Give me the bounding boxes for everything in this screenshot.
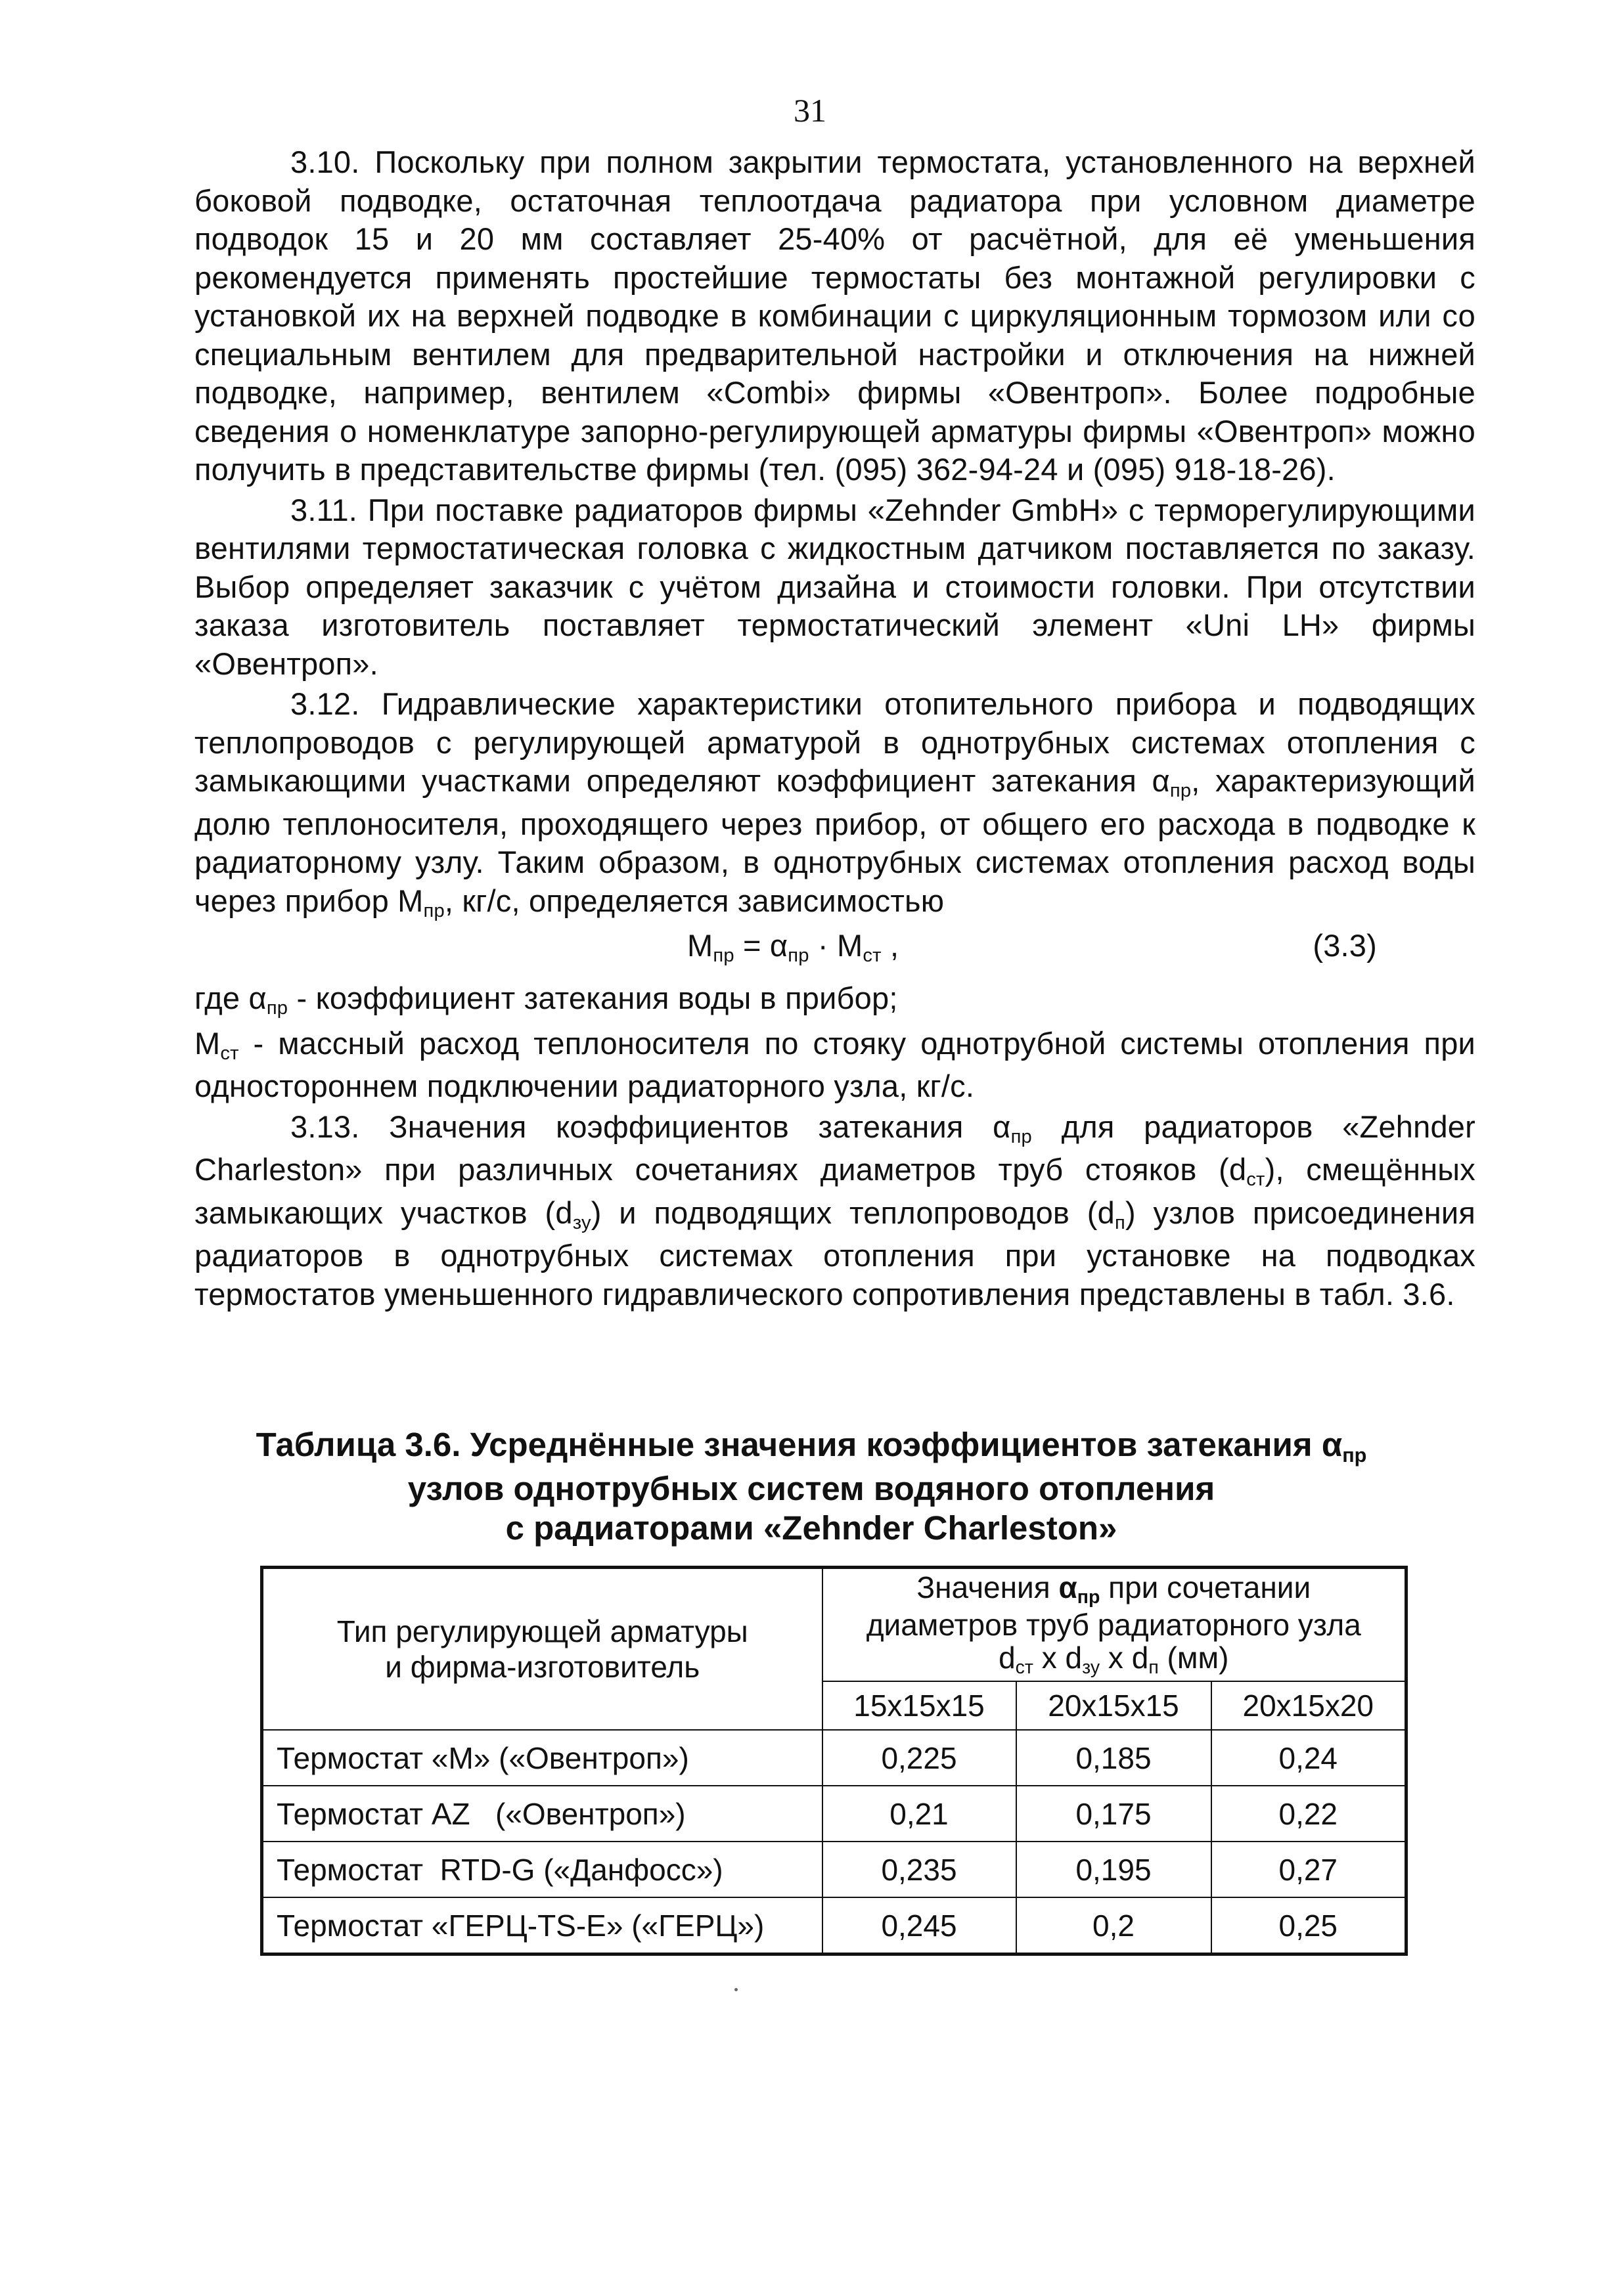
row-label: Термостат «М» («Овентроп»): [262, 1730, 822, 1786]
formula-number: (3.3): [1313, 928, 1377, 963]
header-regulator-type: Тип регулирующей арматуры и фирма-изготовитель: [262, 1568, 822, 1731]
row-label: Термостат AZ («Овентроп»): [262, 1786, 822, 1842]
header-coefficient-values: Значения αпр при сочетании диаметров труб радиаторного узла dст x dзу x dп (мм): [822, 1568, 1406, 1682]
table-row: [262, 1897, 1406, 1954]
table-caption-line-3: с радиаторами «Zehnder Charleston»: [505, 1509, 1117, 1547]
table-row: [262, 1842, 1406, 1897]
formula-expression: Mпр = αпр · Mст ,: [687, 928, 899, 967]
formula-3-3: [194, 927, 1475, 966]
table-cell: 0,235: [822, 1842, 1016, 1897]
column-header: 15x15x15: [822, 1681, 1016, 1730]
column-header: 20x15x15: [1016, 1681, 1211, 1730]
where-mst: Mст - массный расход теплоносителя по стояку однотрубной системы отопления при одностороннем подключении радиаторного узла, кг/с.: [194, 1025, 1475, 1103]
table-cell: 0,185: [1016, 1730, 1211, 1786]
table-cell: 0,225: [822, 1730, 1016, 1786]
table-cell: 0,195: [1016, 1842, 1211, 1897]
paragraph-3-12: 3.12. Гидравлические характеристики отопительного прибора и подводящих теплопроводов с регулирующей арматурой в однотрубных системах отопления с замыкающими участками определяют коэффициент затекания αпр, характеризующий долю теплоносителя, проходящего через прибор, от общего его расхода в подводке к радиаторному узлу. Таким образом, в однотрубных системах отопления расход воды через прибор Mпр, кг/с, определяется зависимостью: [194, 686, 1475, 921]
table-caption-line-2: узлов однотрубных систем водяного отопления: [407, 1470, 1215, 1507]
table-cell: 0,24: [1211, 1730, 1406, 1786]
table-cell: 0,2: [1016, 1897, 1211, 1954]
paragraph-3-11: 3.11. При поставке радиаторов фирмы «Zehnder GmbH» с терморегулирующими вентилями термостатическая головка с жидкостным датчиком поставляется по заказу. Выбор определяет заказчик с учётом дизайна и стоимости головки. При отсутствии заказа изготовитель поставляет термостатический элемент «Uni LH» фирмы «Овентроп».: [194, 492, 1475, 681]
table-cell: 0,175: [1016, 1786, 1211, 1842]
paragraph-3-13: 3.13. Значения коэффициентов затекания αпр для радиаторов «Zehnder Charleston» при различных сочетаниях диаметров труб стояков (dст), смещённых замыкающих участков (dзу) и подводящих теплопроводов (dп) узлов присоединения радиаторов в однотрубных системах отопления при установке на подводках термостатов уменьшенного гидравлического сопротивления представлены в табл. 3.6.: [194, 1109, 1475, 1312]
table-row: [262, 1730, 1406, 1786]
paragraph-3-10: 3.10. Поскольку при полном закрытии термостата, установленного на верхней боковой подводке, остаточная теплоотдача радиатора при условном диаметре подводок 15 и 20 мм составляет 25-40% от расчётной, для её уменьшения рекомендуется применять простейшие термостаты без монтажной регулировки с установкой их на верхней подводке в комбинации с циркуляционным тормозом или со специальным вентилем для предварительной настройки и отключения на нижней подводке, например, вентилем «Combi» фирмы «Овентроп». Более подробные сведения о номенклатуре запорно-регулирующей арматуры фирмы «Овентроп» можно получить в представительстве фирмы (тел. (095) 362-94-24 и (095) 918-18-26).: [194, 144, 1475, 487]
scan-speck: [734, 1988, 738, 1991]
table-caption-line-1: Таблица 3.6. Усреднённые значения коэффициентов затекания αпр: [256, 1426, 1367, 1467]
coefficients-table: [260, 1566, 1408, 1956]
table-row: [262, 1786, 1406, 1842]
table-header-row: [262, 1568, 1406, 1682]
body-text: [194, 143, 1475, 1315]
table-cell: 0,22: [1211, 1786, 1406, 1842]
row-label: Термостат RTD-G («Данфосс»): [262, 1842, 822, 1897]
table-cell: 0,245: [822, 1897, 1016, 1954]
table-cell: 0,25: [1211, 1897, 1406, 1954]
table-caption: [223, 1425, 1399, 1548]
page-number: 31: [794, 92, 826, 129]
table-cell: 0,27: [1211, 1842, 1406, 1897]
column-header: 20x15x20: [1211, 1681, 1406, 1730]
row-label: Термостат «ГЕРЦ-TS-E» («ГЕРЦ»): [262, 1897, 822, 1954]
where-alpha: где αпр - коэффициент затекания воды в прибор;: [194, 981, 898, 1019]
table-cell: 0,21: [822, 1786, 1016, 1842]
